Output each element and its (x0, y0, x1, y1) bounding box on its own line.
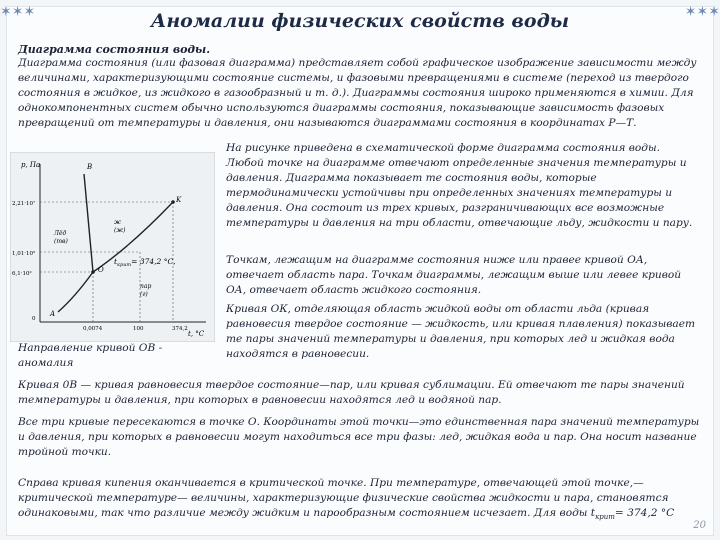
subheading: Диаграмма состояния воды. (18, 43, 211, 56)
tkrit-label: $t_{крит}= 374,2$ °С, (114, 257, 176, 268)
x-axis-label: t, °C (188, 330, 205, 338)
y-tick-label: 6,1·10² (12, 271, 32, 277)
paragraph-diagram-description: На рисунке приведена в схематической форме диаграмма состояния воды. Любой точке на диаграмме отвечают определенные значения температуры и давления. Диаграмма показывает те состояния воды, которые термодинамически устойчивы при определенных значениях температуры и давления. Она состоит из трех кривых, разграничивающих все возможные температуры и давления на три области, отвечающие льду, жидкости и пару. (226, 142, 693, 229)
region-ice-label: Лёд (54, 230, 67, 237)
y-tick-label: 2,21·10⁷ (12, 201, 36, 207)
y-axis-label: p, Па (21, 161, 41, 169)
page-title: Аномалии физических свойств воды (150, 10, 570, 32)
critical-point (171, 200, 175, 204)
point-b-label: B (87, 163, 93, 171)
diagram-caption: Направление кривой ОВ - аномалия (18, 342, 163, 369)
region-ice-sub: (тв) (54, 238, 68, 245)
region-liquid-label: ж (114, 219, 121, 226)
decor-dots-left: ✶✶✶ (0, 4, 36, 20)
paragraph-critical-point: Справа кривая кипения оканчивается в критической точке. При температуре, отвечающей этой точке,— критической температуре— величины, характеризующие физические свойства жидкости и пара, становятся одинаковыми, так что различие между жидким и парообразным состоянием исчезает. Для воды $t_{крит}= 374,2$ °С (18, 477, 675, 522)
x-tick-label: 100 (133, 326, 144, 332)
phase-diagram (10, 152, 215, 342)
region-vapor-sub: (г) (140, 291, 148, 298)
paragraph-melting-curve: Кривая ОК, отделяющая область жидкой воды от области льда (кривая равновесия твердое состояние — жидкость, или кривая плавления) показывает те пары значений температуры и давления, при которых лед и жидкая вода находятся в равновесии. (226, 303, 696, 360)
diagram-background (10, 152, 215, 342)
paragraph-sublimation-curve: Кривая 0В — кривая равновесия твердое состояние—пар, или кривая сублимации. Ей отвечают те пары значений температуры и давления, при которых в равновесии находятся лед и водяной пар. (18, 379, 685, 406)
paragraph-intro: Диаграмма состояния (или фазовая диаграмма) представляет собой графическое изображение зависимости между величинами, характеризующими состояние системы, и фазовыми превращениями в системе (переход из твердого состояния в жидкое, из жидкого в газообразный и т. д.). Диаграммы состояния широко применяются в химии. Для однокомпонентных систем обычно используются диаграммы состояния, показывающие зависимость фазовых превращений от температуры и давления, они называются диаграммами состояния в координатах Р—Т. (18, 57, 697, 129)
point-a-label: A (50, 310, 56, 318)
page-number: 20 (693, 520, 706, 531)
x-tick-label: 374,2 (172, 326, 188, 332)
region-liquid-sub: (ж) (114, 227, 126, 234)
y-tick-label: 0 (32, 316, 36, 322)
point-o-label: O (98, 266, 104, 274)
x-tick-label: 0,0074 (83, 326, 103, 332)
region-vapor-label: пар (140, 283, 152, 290)
triple-point (91, 270, 95, 274)
paragraph-vapor-region: Точкам, лежащим на диаграмме состояния ниже или правее кривой ОА, отвечает область пара. Точкам диаграммы, лежащим выше или левее кривой ОА, отвечает область жидкого состояния. (226, 254, 682, 296)
paragraph-triple-point: Все три кривые пересекаются в точке О. Координаты этой точки—это единственная пара значений температуры и давления, при которых в равновесии могут находиться все три фазы: лед, жидкая вода и пар. Она носит название тройной точки. (18, 416, 700, 458)
y-tick-label: 1,01·10⁵ (12, 251, 36, 257)
point-k-label: K (176, 196, 182, 204)
decor-dots-right: ✶✶✶ (684, 4, 720, 20)
